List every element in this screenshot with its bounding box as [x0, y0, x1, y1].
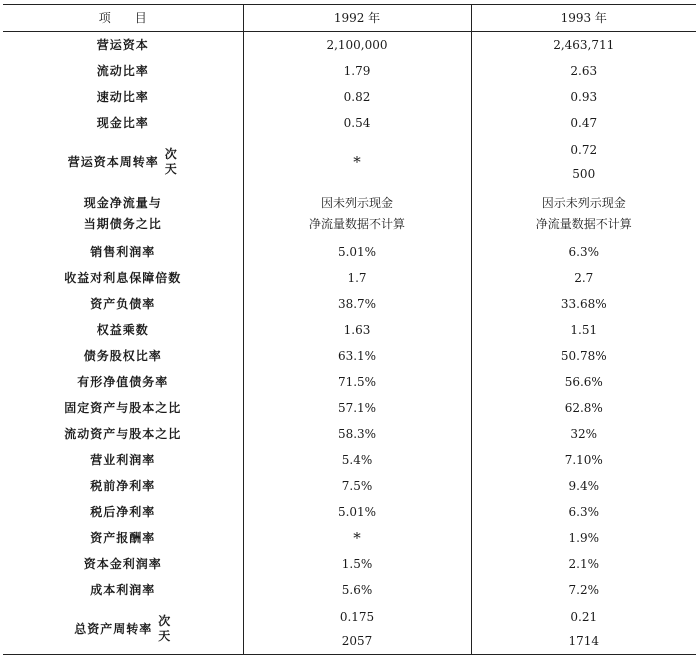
value-1993: 6.3%	[471, 499, 696, 525]
row-label: 总资产周转率	[74, 621, 153, 636]
value-1992: 5.6%	[243, 577, 471, 603]
row-label: 流动资产与股本之比	[64, 427, 182, 441]
table-row	[3, 136, 696, 187]
value-1993-days: 500	[572, 166, 596, 181]
table-row	[3, 473, 696, 499]
row-label: 营业利润率	[90, 453, 156, 467]
value-1992: 63.1%	[243, 343, 471, 369]
unit-times: 次	[158, 613, 172, 628]
unit-times: 次	[164, 146, 178, 161]
value-1992: 38.7%	[243, 291, 471, 317]
row-label-cell	[3, 187, 243, 239]
value-1993: 2.7	[471, 265, 696, 291]
row-label-cell	[3, 603, 243, 655]
row-label: 税前净利率	[90, 479, 156, 493]
table-row	[3, 551, 696, 577]
row-label: 成本利润率	[90, 583, 156, 597]
value-1993-cell	[471, 603, 696, 655]
header-item: 项 目	[3, 5, 243, 32]
row-label: 权益乘数	[96, 323, 149, 337]
value-1993: 7.10%	[471, 447, 696, 473]
row-label: 收益对利息保障倍数	[64, 271, 182, 285]
row-label: 现金比率	[96, 116, 149, 130]
value-1992: 5.01%	[243, 239, 471, 265]
value-1992-line2: 净流量数据不计算	[308, 216, 405, 231]
value-1992: 7.5%	[243, 473, 471, 499]
table-row	[3, 110, 696, 136]
value-1993: 2,463,711	[471, 32, 696, 59]
value-1992: *	[243, 136, 471, 187]
table-row	[3, 317, 696, 343]
value-1992: *	[243, 525, 471, 551]
table-row	[3, 499, 696, 525]
row-label: 流动比率	[96, 64, 149, 78]
value-1993-line2: 净流量数据不计算	[535, 216, 632, 231]
table-row	[3, 291, 696, 317]
row-label-line2: 当期债务之比	[83, 216, 162, 231]
unit-days: 天	[164, 161, 178, 176]
table-row	[3, 603, 696, 655]
value-1992: 58.3%	[243, 421, 471, 447]
header-1993: 1993 年	[471, 5, 696, 32]
value-1992-times: 0.175	[339, 609, 375, 624]
financial-ratio-table	[3, 4, 696, 655]
value-1993: 1.51	[471, 317, 696, 343]
value-1993: 0.47	[471, 110, 696, 136]
value-1993: 32%	[471, 421, 696, 447]
row-label-cell	[3, 136, 243, 187]
row-label: 资产报酬率	[90, 531, 156, 545]
row-label: 债务股权比率	[83, 349, 162, 363]
table-row	[3, 369, 696, 395]
row-label: 有形净值债务率	[77, 375, 169, 389]
row-label: 销售利润率	[90, 245, 156, 259]
value-1993: 1.9%	[471, 525, 696, 551]
value-1993-cell	[471, 187, 696, 239]
value-1992: 71.5%	[243, 369, 471, 395]
header-1992: 1992 年	[243, 5, 471, 32]
value-1993: 33.68%	[471, 291, 696, 317]
value-1992-cell	[243, 187, 471, 239]
table-row	[3, 58, 696, 84]
value-1992: 5.4%	[243, 447, 471, 473]
value-1993: 0.93	[471, 84, 696, 110]
value-1992: 1.79	[243, 58, 471, 84]
value-1993-times: 0.72	[570, 142, 598, 157]
table-row	[3, 84, 696, 110]
value-1993-line1: 因示未列示现金	[541, 195, 626, 210]
table-row	[3, 447, 696, 473]
value-1993: 56.6%	[471, 369, 696, 395]
value-1992-cell	[243, 603, 471, 655]
value-1993: 9.4%	[471, 473, 696, 499]
row-label: 税后净利率	[90, 505, 156, 519]
value-1992: 1.7	[243, 265, 471, 291]
value-1992: 1.5%	[243, 551, 471, 577]
value-1993: 6.3%	[471, 239, 696, 265]
value-1993-days: 1714	[568, 633, 600, 648]
table-header-row	[3, 5, 696, 32]
value-1992: 0.82	[243, 84, 471, 110]
table-row	[3, 395, 696, 421]
row-label: 营运资本周转率	[67, 154, 159, 169]
value-1993-cell	[471, 136, 696, 187]
table-row	[3, 239, 696, 265]
table-row	[3, 577, 696, 603]
table-row	[3, 265, 696, 291]
row-label: 固定资产与股本之比	[64, 401, 182, 415]
row-label-line1: 现金净流量与	[83, 195, 162, 210]
value-1993-times: 0.21	[570, 609, 598, 624]
table-row	[3, 32, 696, 59]
value-1992: 0.54	[243, 110, 471, 136]
table-row	[3, 343, 696, 369]
value-1992: 2,100,000	[243, 32, 471, 59]
value-1992-days: 2057	[341, 633, 373, 648]
row-label: 速动比率	[96, 90, 149, 104]
value-1992: 1.63	[243, 317, 471, 343]
value-1992-line1: 因未列示现金	[320, 195, 393, 210]
row-label: 资产负债率	[90, 297, 156, 311]
row-label: 资本金利润率	[83, 557, 162, 571]
value-1993: 2.63	[471, 58, 696, 84]
value-1993: 2.1%	[471, 551, 696, 577]
unit-days: 天	[158, 628, 172, 643]
value-1992: 5.01%	[243, 499, 471, 525]
value-1993: 7.2%	[471, 577, 696, 603]
value-1993: 50.78%	[471, 343, 696, 369]
value-1992: 57.1%	[243, 395, 471, 421]
table-row	[3, 187, 696, 239]
row-label: 营运资本	[96, 38, 149, 52]
value-1993: 62.8%	[471, 395, 696, 421]
table-row	[3, 525, 696, 551]
table-row	[3, 421, 696, 447]
